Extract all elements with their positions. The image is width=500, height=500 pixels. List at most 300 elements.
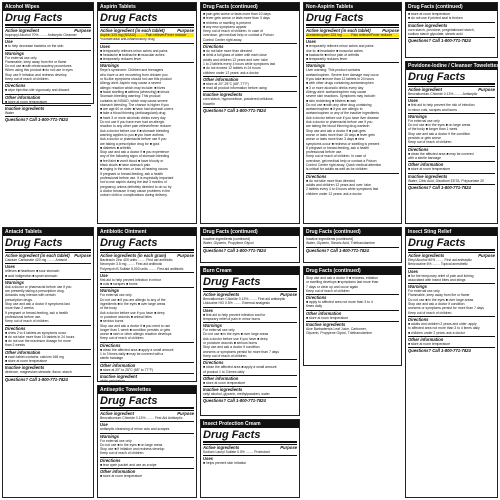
insect-protection-continued-panel <box>303 227 402 263</box>
label-text-line: of product 1 to 3 times daily <box>203 369 245 374</box>
label-text-line: associated with insect bites and stings <box>408 277 466 282</box>
label-text-line: Water <box>5 110 14 115</box>
section-label: Other information <box>100 362 136 368</box>
label-text-line: children under 12 years: ask a doctor <box>203 70 259 75</box>
label-text-line: Flammable, keep away from fire or flame <box>408 293 470 298</box>
label-text-line: are taking the blood thinning drug warfarin <box>306 124 370 129</box>
panel-body <box>98 394 196 479</box>
label-text-line: Bacitracin Zinc 400 units ........ First aid antibiotic <box>100 258 173 262</box>
label-text-line: Ask a doctor before use if you have liver disease <box>306 115 379 120</box>
label-text-line: Stop use ■ if irritation and redness develop <box>100 447 165 452</box>
label-text-line: ■ store at room temperature <box>408 341 451 346</box>
section-label: Other information <box>306 310 342 316</box>
section-label: Warnings <box>5 50 25 56</box>
label-text-line: Lidocaine HCl 0.5% ........ External analgesic <box>203 301 270 306</box>
questions-line: Questions? Call 1-800-771-7824 <box>306 247 399 253</box>
panel-header: Drug Facts (continued) <box>201 3 299 11</box>
label-text-line: ■ cuts ■ scrapes ■ burns <box>100 282 138 287</box>
section-purpose-label: Purpose <box>177 411 194 416</box>
label-text-line: in minor cuts, scrapes and burns <box>408 107 457 112</box>
label-text-line: worsens or symptoms persist for more than 7 days <box>408 306 484 311</box>
panel-header: Aspirin Tablets <box>98 3 196 11</box>
label-text-line: ■ do not exceed 12 tablets in 24 hours <box>203 66 261 71</box>
section-label: Uses <box>203 456 214 462</box>
section-label: Other information <box>100 469 136 475</box>
label-text-line: Ask a doctor or pharmacist before use if you <box>5 284 72 289</box>
label-text-line: if you take ■ more than 12 tablets in 24 hours <box>306 77 375 82</box>
label-text-line: ■ chew 2 to 4 tablets as symptoms occur <box>5 330 67 335</box>
panel-header: Drug Facts (continued) <box>304 228 401 236</box>
label-text-line: are taking a prescription drug for ■ gout <box>100 141 160 146</box>
label-text-line: are presently taking a prescription drug. <box>5 289 65 294</box>
label-text-line: is critical for adults as well as for children <box>306 167 368 172</box>
label-text-line: Isopropyl Alcohol 70% ........ Antiseptic Cleanser <box>5 33 77 37</box>
label-text-line: Stop use and ask a doctor if ■ redness, irritation <box>306 276 378 280</box>
label-text-line: For external use only <box>408 118 440 123</box>
label-text-line: contains an NSAID, which may cause severe <box>100 98 168 103</box>
questions-line: Questions? Call 1-800-771-7824 <box>203 107 297 113</box>
panel-body <box>406 236 497 354</box>
label-text-line: ■ store at 20° to 25°C (68° to 77°F) <box>100 367 153 372</box>
questions-line: Questions? Call 1-800-771-7824 <box>203 397 297 403</box>
label-text-line: times daily <box>306 304 323 309</box>
section-label: Active ingredient <box>100 411 134 416</box>
questions-line: Questions? Call 1-800-771-7824 <box>203 247 297 253</box>
label-text-line: worse ■ rash or other allergic reaction develops <box>100 332 172 337</box>
section-label: Directions <box>203 360 224 366</box>
label-text-line: Benzalkonium Chloride 0.13% ........ First aid antiseptic <box>203 297 286 301</box>
label-text-line: worsens or symptoms persist for more than 7 days <box>203 349 279 354</box>
label-text-line: ■ store at 20°-25°C (68°-77°F) <box>203 81 249 86</box>
label-text-line: Keep out of reach of children. <box>5 77 50 82</box>
label-text-line: ■ store at room temperature <box>408 167 451 172</box>
aspirin-tablets-panel <box>97 2 197 224</box>
label-text-line: Aloe Barbadensis Leaf Juice, Carbomer, <box>306 327 367 332</box>
label-text-line: For external use only <box>203 328 235 333</box>
label-text-line: ■ first aid to help prevent the risk of infection <box>408 103 475 108</box>
label-text-line: ■ skin reddening ■ blisters ■ rash <box>306 98 357 103</box>
drug-facts-title: Drug Facts <box>408 71 495 85</box>
label-text-line: Neomycin 3.5 mg ........ First aid antibiotic <box>100 262 163 267</box>
label-text-line: Ethyl Alcohol 60% ........ First aid antiseptic <box>408 258 472 262</box>
panel-header: Insect Protection Cream <box>201 420 299 428</box>
label-text-line: Ask a doctor before use if ■ stomach bleeding <box>100 128 169 133</box>
antiseptic-continued-panel <box>200 227 300 263</box>
section-label: Use <box>100 272 108 278</box>
section-label: Warnings <box>306 63 326 69</box>
label-text-line: Glycerin, Propylene Glycol, Triethanolamine <box>306 331 372 336</box>
label-text-line: ■ for the temporary relief of pain and itching <box>408 273 474 278</box>
label-text-line: ■ diabetes ■ arthritis <box>100 145 131 150</box>
label-text-line: Allergy alert: Aspirin may cause a severe <box>100 81 162 86</box>
label-text-line: antiseptic cleansing of minor cuts and scrapes <box>100 427 170 432</box>
label-text-line: 7 days or clear up and occur again <box>306 284 359 289</box>
label-text-line: For external use only <box>100 438 132 443</box>
section-label: Uses <box>100 43 111 49</box>
label-text-line: dextrose, magnesium stearate, flavor, starch <box>5 370 72 375</box>
section-label: Active ingredients <box>408 253 445 258</box>
label-text-line: ■ store at room temperature <box>306 315 349 320</box>
section-label: Inactive ingredients <box>408 22 448 28</box>
section-label: Active ingredients <box>203 292 240 297</box>
label-text-line: ■ with other drugs containing acetaminophen <box>306 81 374 86</box>
panel-body <box>98 11 196 198</box>
drug-facts-title: Drug Facts <box>100 12 194 26</box>
label-text-line: stomach bleeding. The chance is higher if you <box>100 102 169 107</box>
label-text-line: sodium starch glycolate, stearic acid <box>408 31 463 36</box>
label-text-line: ■ are age 60 or older ■ have had stomach ulcers <box>100 107 174 112</box>
section-label: Active ingredient <box>5 28 39 33</box>
label-text-line: ■ clean the affected area ■ apply a small amount <box>100 347 174 352</box>
panel-header: Burn Cream <box>201 267 299 275</box>
label-text-line: with a sterile bandage <box>408 155 441 160</box>
section-label: Warnings <box>5 279 25 285</box>
label-text-line: Allergy alert: acetaminophen may cause <box>306 89 367 94</box>
label-text-line: ■ ringing in the ears or loss of hearing occurs <box>100 167 168 172</box>
label-text-line: sterile bandage <box>100 356 124 361</box>
section-label: Inactive ingredient <box>100 373 137 379</box>
label-text-line: Stop use If irritation and redness develop <box>5 72 67 77</box>
section-label: Warnings <box>100 288 120 294</box>
section-label: Uses <box>203 307 214 313</box>
label-text-line: allergic reaction which may include: ■ hives <box>100 85 166 90</box>
label-text-line: 1 to 2 tablets every 4 hours while symptoms last <box>203 61 276 66</box>
label-text-line: overdose, get medical help or contact a Poison <box>306 158 377 163</box>
label-text-line: adults and children 12 years and over: take <box>306 182 371 187</box>
label-text-line: ■ each tablet contains: calcium 168 mg <box>5 354 64 359</box>
label-text-line: Ask a doctor before use if you have ■ deep <box>203 336 268 341</box>
panel-body <box>201 11 299 114</box>
label-text-line: ■ acid indigestion ■ upset stomach <box>5 273 58 278</box>
label-text-line: Sodium Lauryl Sulfate 0.5% ........ Protectant <box>203 450 270 454</box>
label-text-line: ■ pain gets worse or lasts more than 10 days <box>203 12 271 16</box>
section-label: Directions <box>100 342 121 348</box>
label-text-line: Stomach bleeding warning: This product <box>100 94 161 99</box>
drug-facts-title: Drug Facts <box>306 12 399 26</box>
antiseptic-towelettes-panel <box>97 385 197 498</box>
antibiotic-ointment-panel <box>97 227 197 382</box>
section-label: Directions <box>5 83 26 89</box>
drug-facts-title: Drug Facts <box>203 276 297 290</box>
label-text-line: of the body ■ longer than 1 week <box>408 127 458 132</box>
panel-header: Drug Facts (continued) <box>201 228 299 236</box>
panel-body <box>304 236 401 254</box>
active-ingredient-line: Aspirin 325 mg (NSAID) ........ Pain reliever/Fever reducer <box>100 33 194 37</box>
label-text-line: ■ serious burns <box>100 319 124 324</box>
label-text-line: For external use only <box>100 293 132 298</box>
drug-facts-title: Drug Facts <box>5 237 91 251</box>
label-text-line: Do not use ■ with any other drug containing <box>306 102 372 107</box>
label-text-line: Keep out of reach of children. <box>100 451 145 456</box>
section-label: Use <box>5 39 13 45</box>
label-text-line: ■ do not take more than directed <box>306 178 355 183</box>
label-text-line: Benzocaine 6% ........ Topical anesthetic <box>408 262 468 267</box>
label-text-line: Calcium Carbonate 420 mg ........ Antacid <box>5 258 67 262</box>
label-text-line: If pregnant or breast-feeding, ask a health <box>306 145 369 150</box>
section-label: Active ingredients <box>203 445 240 450</box>
panel-body <box>98 236 196 384</box>
label-text-line: Keep out of reach of children. <box>203 353 248 358</box>
label-text-line: Water, Glycerin, Stearic Acid, Triethanolamine <box>306 241 375 246</box>
section-label: Warnings <box>100 63 120 69</box>
drug-facts-title: Drug Facts <box>203 429 297 443</box>
label-text-line: corn starch, hypromellose, powdered cellulose, <box>203 97 274 102</box>
label-text-line: Keep out of reach of children. In case of <box>203 29 263 34</box>
label-text-line: ■ temporarily relieves minor aches and pains <box>306 44 374 49</box>
label-text-line: due to: ■ headache ■ muscular aches <box>306 48 363 53</box>
label-text-line: overdose, get medical help or contact a Poison <box>203 33 274 38</box>
label-text-line: or puncture wounds ■ animal bites <box>100 314 152 319</box>
panel-body <box>3 11 93 123</box>
label-text-line: ■ do not use if printed seal is broken <box>408 16 463 21</box>
questions-line: Questions? Call 1-800-771-7824 <box>408 37 495 43</box>
label-text-line: Do not use ■ in the eyes ■ over large areas <box>408 297 474 302</box>
section-label: Active ingredient (in each tablet) <box>100 28 165 33</box>
label-text-line: ■ apply to affected area not more than 3 to 4 <box>306 300 373 305</box>
panel-header: Antacid Tablets <box>3 228 93 236</box>
label-text-line: ■ 3 or more alcoholic drinks every day <box>306 85 364 90</box>
label-text-line: Keep out of reach of children. <box>408 140 453 145</box>
label-text-line: *nonsteroidal anti-inflammatory drug <box>100 37 155 42</box>
label-text-line: Inactive ingredients (continued) <box>306 237 354 241</box>
section-label: Directions <box>408 146 429 152</box>
label-text-line: professional before use. It is especially important <box>100 175 174 180</box>
questions-line: Questions? Call 1-800-771-7824 <box>5 116 91 122</box>
section-label: Active ingredient <box>408 87 442 92</box>
section-label: Warnings <box>408 113 428 119</box>
label-text-line: warning applies to you ■ you have asthma <box>100 132 164 137</box>
label-text-line: Do not use if you have ever had an allergic <box>100 120 165 125</box>
section-label: Inactive ingredients <box>5 105 45 111</box>
aspirin-continued-panel <box>200 2 300 224</box>
label-text-line: Keep out of reach of children. In case of <box>306 154 366 159</box>
section-purpose-label: Purpose <box>382 28 399 33</box>
label-text-line: or swelling develops ■ symptoms last more than <box>306 280 379 285</box>
section-label: Directions <box>5 325 26 331</box>
label-text-line: black stools ■ have stomach pain <box>100 163 151 168</box>
label-text-line: cetyl alcohol, glycerin, methylparaben, water <box>203 392 270 397</box>
label-text-line: or puncture wounds ■ serious burns <box>203 341 258 346</box>
label-text-line: Liver warning: This product contains <box>306 68 361 73</box>
label-text-line: symptoms occur ■ redness or swelling is present <box>306 141 380 146</box>
label-text-line: than 2 weeks <box>5 343 25 348</box>
panel-header: Insect Sting Relief <box>406 228 497 236</box>
label-text-line: Inactive ingredients (continued) <box>203 237 251 241</box>
section-label: Active ingredient (in each tablet) <box>5 253 70 258</box>
label-text-line: reaction to any other pain reliever/fever reducer <box>100 124 172 129</box>
label-text-line: ■ do not take more than 19 tablets in 24 hours <box>5 334 75 339</box>
label-text-line: Flammable, keep away from fire or flame <box>5 59 67 64</box>
antacid-tablets-panel <box>2 227 94 498</box>
insect-sting-relief-panel <box>405 227 498 498</box>
label-text-line: Ask a doctor before use if you have ■ deep <box>100 310 165 315</box>
panel-header: Alcohol Wipes <box>3 3 93 11</box>
label-text-line: ■ store at room temperature <box>203 380 246 385</box>
label-text-line: acetaminophen. Severe liver damage may occur <box>306 72 379 77</box>
label-text-line: pregnancy unless definitely directed to do so by <box>100 184 172 189</box>
section-purpose-label: Purpose <box>280 445 297 450</box>
questions-line: Questions? Call 1-800-771-7824 <box>5 376 91 382</box>
section-label: Uses <box>408 98 419 104</box>
label-text-line: prescription drugs. <box>5 297 33 302</box>
section-purpose-label: Purpose <box>177 253 194 258</box>
label-text-line: ■ children under 2 years: ask a doctor <box>408 330 465 335</box>
section-label: Other information <box>5 349 41 355</box>
label-text-line: ■ facial swelling ■ asthma (wheezing) ■ shock <box>100 89 170 94</box>
label-text-line: triacetin <box>203 101 215 106</box>
label-text-line: If pregnant or breast-feeding, ask a health <box>100 171 163 176</box>
label-text-line: ■ temporarily reduces fever <box>100 57 142 62</box>
label-text-line: ■ to help decrease bacteria on the skin <box>5 44 64 49</box>
label-text-line: professional before use. <box>5 314 42 319</box>
label-text-line: Water, Glycerin, Propylene Glycol <box>203 241 254 246</box>
section-label: Directions <box>306 173 327 179</box>
section-label: Warnings <box>203 323 223 329</box>
section-label: Inactive ingredients <box>408 173 448 179</box>
label-text-line: ■ drink a full glass of water with each dose <box>203 53 267 58</box>
panel-body <box>3 236 93 383</box>
label-text-line: worse or lasts more than 10 days ■ fever gets <box>306 132 375 137</box>
panel-header: Povidone-Iodine / Cleanser Towelettes <box>408 63 500 69</box>
label-text-line: ■ first aid to help prevent infection and for <box>203 312 266 317</box>
label-text-line: Control Center right away. Quick medical attention <box>306 163 382 168</box>
label-text-line: Stop use and ask a doctor if ■ pain gets <box>306 128 366 133</box>
panel-body <box>304 11 401 197</box>
label-text-line: ■ wipe injection site vigorously and discard <box>5 88 70 93</box>
section-label: Other information <box>408 336 444 342</box>
label-text-line: a doctor because it may cause problems in the <box>100 188 171 193</box>
section-label: Active ingredient (in each tablet) <box>306 28 371 33</box>
label-text-line: 1 to 3 times daily ■ may be covered with a <box>100 352 164 357</box>
label-text-line: Stop use and ask a doctor if condition <box>203 345 260 350</box>
label-text-line: Stop use and ask a doctor if ■ you need to use <box>100 323 171 328</box>
label-text-line: not to use aspirin during the last 3 months of <box>100 180 167 185</box>
label-text-line: adults and children 12 years and over: take <box>203 57 268 62</box>
insect-protection-cream-panel <box>200 419 300 498</box>
section-purpose-label: Purpose <box>74 253 91 258</box>
section-purpose-label: Purpose <box>478 253 495 258</box>
label-text-line: Keep out of reach of children. <box>408 310 453 315</box>
drug-facts-title: Drug Facts <box>100 395 194 409</box>
burn-cream-panel <box>200 266 300 416</box>
label-text-line: Do not use ■ in the eyes ■ on large areas <box>408 123 471 128</box>
panel-header: Drug Facts (continued) <box>406 3 497 11</box>
panel-body <box>201 236 299 254</box>
label-text-line: ■ store at room temperature <box>408 12 451 16</box>
panel-body <box>201 275 299 404</box>
label-text-line: acetaminophen ■ if you are allergic to <box>306 107 363 112</box>
label-text-line: ■ feel faint ■ vomit blood ■ have bloody or <box>100 158 164 163</box>
section-label: Other information <box>5 94 41 100</box>
label-text-line: Keep out of reach of children. <box>5 319 50 324</box>
label-text-line: professional before use. <box>306 150 343 155</box>
questions-line: Questions? Call 1-800-771-7824 <box>408 347 495 353</box>
section-label: Inactive ingredients <box>203 387 243 393</box>
label-text-line: ■ do not take more than directed <box>203 49 252 54</box>
label-text-line: temporary relief of pain in minor burns <box>203 316 261 321</box>
label-text-line: ingredients ■ in the eyes ■ over large areas <box>100 302 166 307</box>
label-text-line: white petrolatum <box>100 378 125 383</box>
panel-body <box>201 428 299 467</box>
label-text-line: ■ adults and children 2 years and older: apply <box>408 321 477 326</box>
section-label: Active ingredients (in each gram) <box>100 253 167 258</box>
label-text-line: Reye's syndrome: Children and teenagers <box>100 68 164 73</box>
section-label: Warnings <box>408 284 428 290</box>
label-text-line: Antacids may interact with certain <box>5 293 56 298</box>
section-label: Inactive ingredients <box>203 92 243 98</box>
label-text-line: ■ redness or swelling is present <box>203 20 251 25</box>
panel-header: Non-Aspirin Tablets <box>304 3 401 11</box>
label-text-line: any of the following signs of stomach bleeding <box>100 154 170 159</box>
panel-header: Antiseptic Towelettes <box>98 386 196 394</box>
label-text-line: acetaminophen or any of the inactive ingredients <box>306 111 379 116</box>
label-text-line: ■ temporarily relieves minor aches and pains <box>100 48 168 53</box>
label-text-line: ■ read all product information before using <box>203 86 267 91</box>
label-text-line: ■ fever gets worse or lasts more than 3 days <box>203 16 270 21</box>
section-label: Other information <box>203 76 239 82</box>
label-text-line: Stop use and ask a doctor if symptoms last <box>5 302 70 307</box>
label-text-line: Water, Citric Acid, Disodium EDTA, Polysorbate 20 <box>408 178 484 183</box>
label-text-line: to affected area not more than 3 to 4 times daily <box>408 326 480 331</box>
label-text-line: Do not use ■ in the eyes ■ over large areas <box>203 332 269 337</box>
panel-header: Drug Facts (continued) <box>304 267 401 275</box>
label-text-line: ■ have 3 or more alcoholic drinks every day <box>100 115 166 120</box>
label-text-line: ■ store at room temperature <box>5 359 48 364</box>
label-text-line: 2 tablets every 4 to 6 hours while symptoms last <box>306 187 379 192</box>
panel-body <box>304 275 401 337</box>
section-label: Other information <box>203 375 239 381</box>
label-text-line: Do not use ■ with electrocautery procedures <box>5 64 72 69</box>
label-text-line: Control Center right away. <box>203 37 243 42</box>
drug-facts-title: Drug Facts <box>5 12 91 26</box>
non-aspirin-continued-panel <box>405 2 498 58</box>
label-text-line: corn starch, povidone, pregelatinized starch, <box>408 27 475 32</box>
label-text-line: Do not use ■ in the eyes ■ on large areas <box>100 442 163 447</box>
section-label: Uses <box>306 39 317 45</box>
label-text-line: Keep out of reach of children. <box>306 288 351 293</box>
panel-header: Antibiotic Ointment <box>98 228 196 236</box>
label-text-line: or flu-like symptoms should not use this product <box>100 77 172 82</box>
active-ingredient-line: Acetaminophen 325 mg ........ Pain reliever/Fever reducer <box>306 33 399 37</box>
sting-relief-continued-panel <box>303 266 402 366</box>
non-aspirin-tablets-panel <box>303 2 402 224</box>
label-text-line: Ask a doctor or pharmacist before use if you <box>306 120 373 125</box>
label-text-line: If pregnant or breast-feeding, ask a health <box>5 310 68 315</box>
section-label: Directions <box>203 44 224 50</box>
label-text-line: Keep out of reach of children. <box>100 336 145 341</box>
label-text-line: ■ helps prevent skin irritation <box>203 461 247 466</box>
label-text-line: who have or are recovering from chicken pox <box>100 72 168 77</box>
label-text-line: ■ clean the affected area ■ apply a small amount <box>203 365 277 370</box>
label-text-line: of the body <box>100 306 117 311</box>
label-text-line: Stop use and ask a doctor if ■ you experience <box>100 150 169 155</box>
label-text-line: ■ clean the affected area ■ may be covered <box>408 151 474 156</box>
label-text-line: Polymyxin B Sulfate 5,000 units ........ First aid antibiotic <box>100 266 184 271</box>
panel-body <box>406 70 497 191</box>
label-text-line: ■ store at room temperature <box>100 474 143 479</box>
label-text-line: ■ tear open packet and use as a wipe <box>100 462 157 467</box>
alcohol-wipes-panel <box>2 2 94 123</box>
section-label: Other information <box>408 162 444 168</box>
section-label: Directions <box>408 316 429 322</box>
section-label: Uses <box>408 268 419 274</box>
label-text-line: ■ store at room temperature <box>5 99 48 104</box>
label-text-line: severe skin reactions. Symptoms may include: <box>306 94 376 99</box>
label-text-line: longer than 1 week ■ condition persists or gets <box>100 327 171 332</box>
section-label: Directions <box>306 295 327 301</box>
section-label: Warnings <box>100 433 120 439</box>
label-text-line: relieves ■ heartburn ■ sour stomach <box>5 269 60 274</box>
